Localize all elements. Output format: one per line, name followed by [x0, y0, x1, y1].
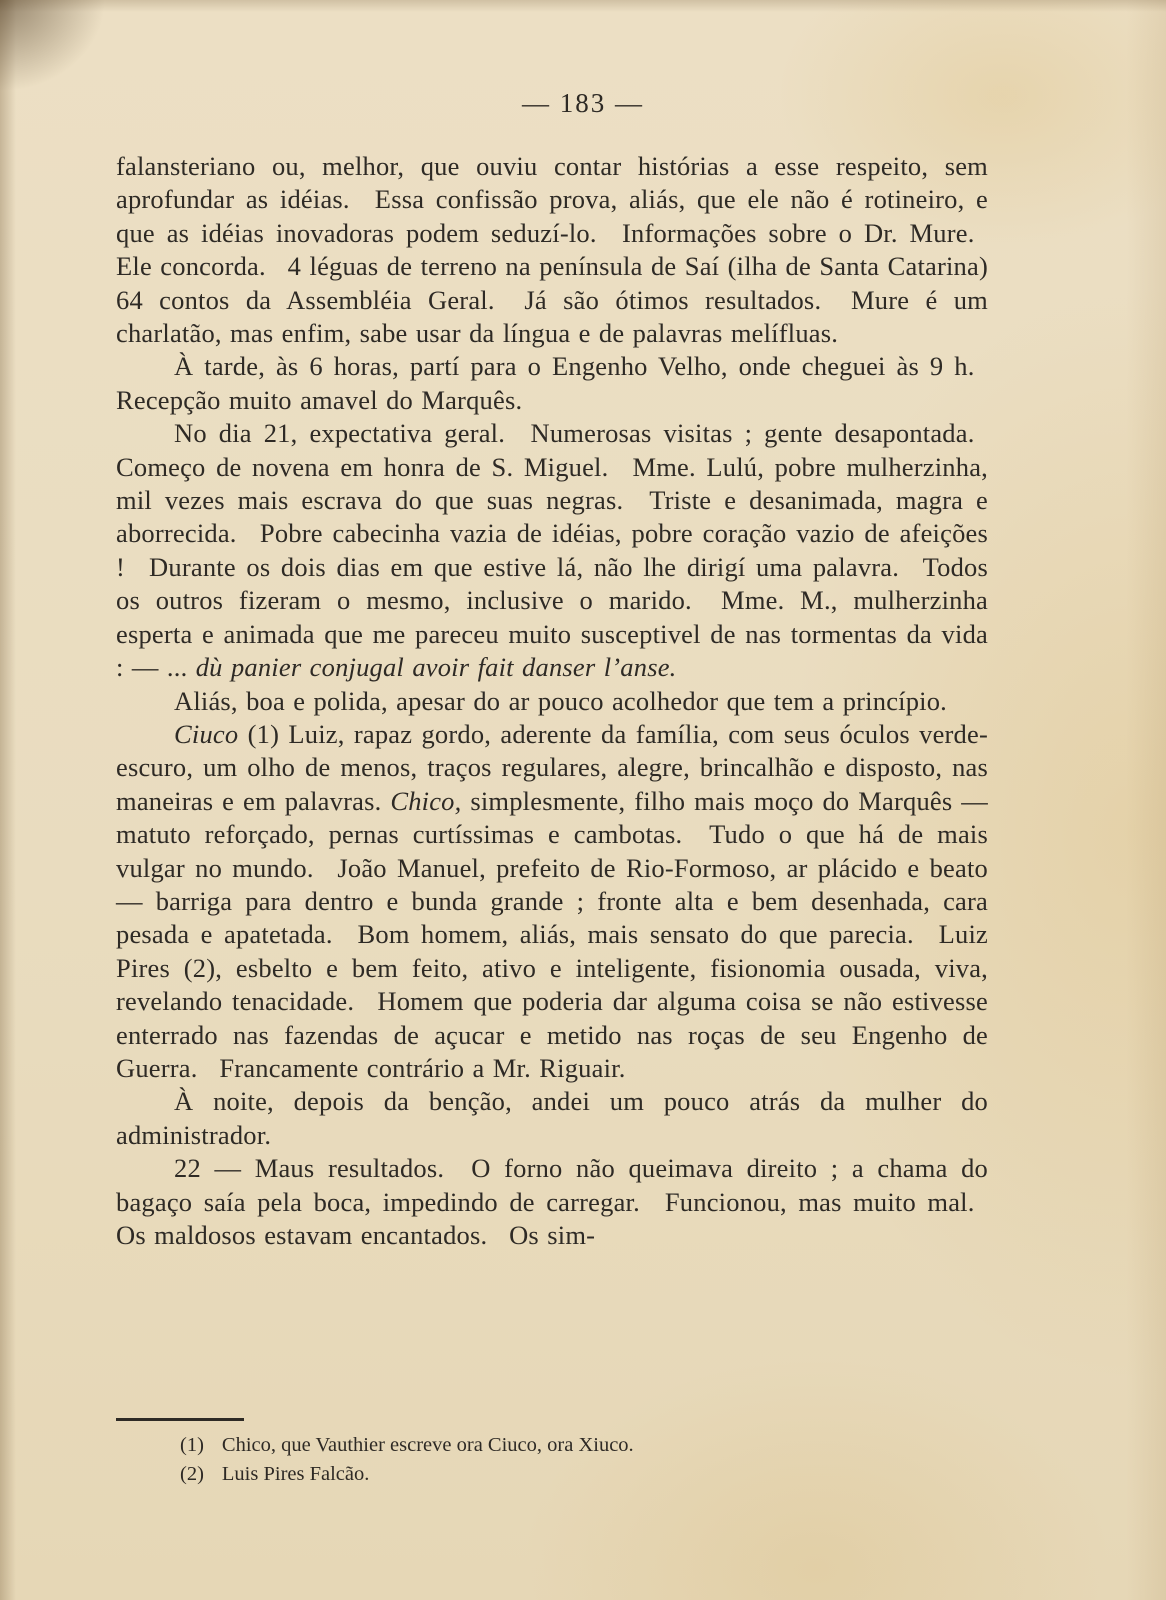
italic-text-run: Chico, [390, 785, 462, 816]
footnote-divider [116, 1418, 244, 1421]
text-run: simplesmente, filho mais moço do Marquês — matuto reforçado, pernas curtíssimas e cambotas. Tudo o que há de mais vulgar no mundo. João Manuel, prefeito de Rio-Formoso, ar plácido e beato — barriga para dentro e bunda grande ; fronte alta e bem desenhada, cara pesada e apatetada. Bom homem, aliás, mais sensato do que parecia. Luiz Pires (2), esbelto e bem feito, ativo e inteligente, fisionomia ousada, viva, revelando tenacidade. Homem que poderia dar alguma coisa se não estivesse enterrado nas fazendas de açucar e metido nas roças de seu Engenho de Guerra. Francamente contrário a Mr. Riguair. [116, 785, 988, 1083]
paragraph [116, 685, 988, 718]
footnote [116, 1460, 988, 1489]
paragraph [116, 150, 988, 350]
footnote-marker: (1) [180, 1434, 204, 1456]
paragraph [116, 1152, 988, 1252]
paragraph [116, 417, 988, 684]
footnote-text: Luis Pires Falcão. [221, 1463, 370, 1485]
text-run: Aliás, boa e polida, apesar do ar pouco acolhedor que tem a princípio. [174, 685, 948, 716]
footnote-text: Chico, que Vauthier escreve ora Ciuco, ora Xiuco. [221, 1434, 634, 1456]
text-run: (1) Luiz, rapaz gordo, aderente da família, com seus óculos verde-escuro, um olho de menos, traços regulares, alegre, brincalhão e disposto, nas maneiras e em palavras. [116, 718, 988, 816]
footnote-marker: (2) [180, 1463, 204, 1485]
paragraph [116, 350, 988, 417]
footnotes [116, 1418, 988, 1489]
text-run: À noite, depois da benção, andei um pouco atrás da mulher do administrador. [116, 1086, 988, 1150]
italic-text-run: dù panier conjugal avoir fait danser l’anse. [195, 652, 677, 683]
text-run: 22 — Maus resultados. O forno não queimava direito ; a chama do bagaço saía pela boca, impedindo de carregar. Funcionou, mas muito mal. Os maldosos estavam encantados. Os sim- [116, 1153, 988, 1250]
paragraph [116, 1085, 988, 1152]
text-run: falansteriano ou, melhor, que ouviu contar histórias a esse respeito, sem aprofundar as idéias. Essa confissão prova, aliás, que ele não é rotineiro, e que as idéias inovadoras podem seduzí-lo. Informações sobre o Dr. Mure. Ele concorda. 4 léguas de terreno na península de Saí (ilha de Santa Catarina) 64 contos da Assembléia Geral. Já são ótimos resultados. Mure é um charlatão, mas enfim, sabe usar da língua e de palavras melífluas. [116, 151, 988, 349]
footnote-list [116, 1431, 988, 1489]
text-run: No dia 21, expectativa geral. Numerosas visitas ; gente desapontada. Começo de novena em honra de S. Miguel. Mme. Lulú, pobre mulherzinha, mil vezes mais escrava do que suas negras. Triste e desanimada, magra e aborrecida. Pobre cabecinha vazia de idéias, pobre coração vazio de afeições ! Durante os dois dias em que estive lá, não lhe dirigí uma palavra. Todos os outros fizeram o mesmo, inclusive o marido. Mme. M., mulherzinha esperta e animada que me pareceu muito susceptivel de nas tormentas da vida : — ... [116, 418, 988, 683]
paragraph [116, 718, 988, 1085]
italic-text-run: Ciuco [174, 718, 239, 749]
text-block [116, 150, 988, 1252]
footnote [116, 1431, 988, 1460]
text-run: À tarde, às 6 horas, partí para o Engenho Velho, onde cheguei às 9 h. Recepção muito amavel do Marquês. [116, 351, 988, 415]
page-number: — 183 — [522, 88, 644, 118]
